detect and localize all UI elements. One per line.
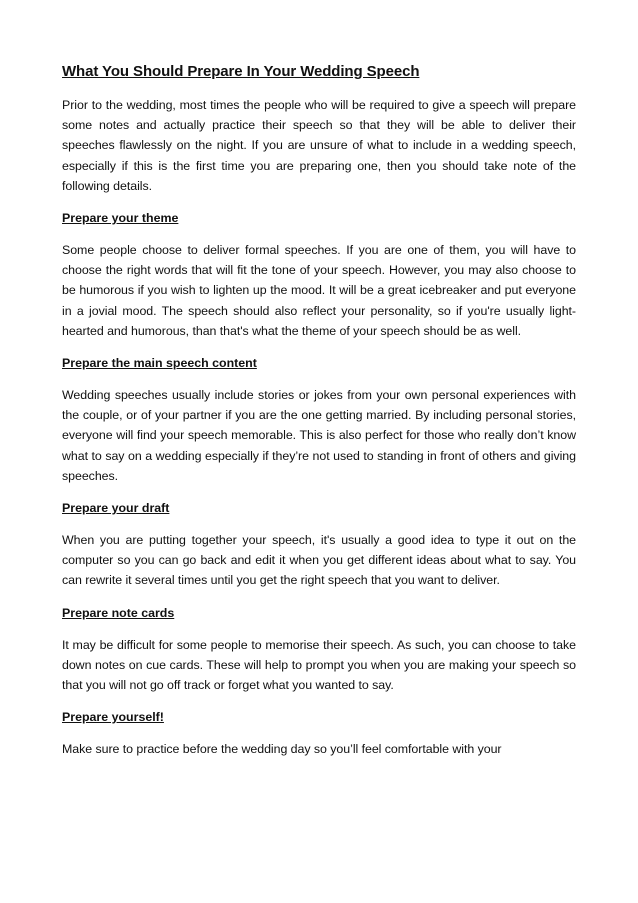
section-body-note-cards: It may be difficult for some people to memorise their speech. As such, you can choose to take down notes on cue cards. These will help to prompt you when you are making your speech so that you will not go off track or forget what you wanted to say. [62,637,576,693]
section-heading-main-content: Prepare the main speech content [62,356,257,371]
section-body-theme: Some people choose to deliver formal speeches. If you are one of them, you will have to choose the right words that will fit the tone of your speech. However, you may also choose to be humorous if you wish to lighten up the mood. It will be a great icebreaker and put everyone in a jovial mood. The speech should also reflect your personality, so if you're usually light-hearted and humorous, than that's what the theme of your speech should be as well. [62,243,576,338]
section-heading-draft: Prepare your draft [62,501,170,516]
section-body-draft: When you are putting together your speech, it's usually a good idea to type it out on the computer so you can go back and edit it when you get different ideas about what to say. You can rewrite it several times until you get the right speech that you want to deliver. [62,533,576,588]
section-body-main-content: Wedding speeches usually include stories or jokes from your own personal experiences with the couple, or of your partner if you are the one getting married. By including personal stories, everyone will find your speech memorable. This is also perfect for those who really don’t know what to say on a wedding especially if they’re not used to standing in front of others and giving speeches. [62,388,576,483]
section-heading-yourself: Prepare yourself! [62,710,164,725]
page-title: What You Should Prepare In Your Wedding Speech [62,63,420,80]
section-body-yourself: Make sure to practice before the wedding day so you’ll feel comfortable with your [62,742,502,757]
section-heading-theme: Prepare your theme [62,211,179,226]
intro-paragraph: Prior to the wedding, most times the people who will be required to give a speech will prepare some notes and actually practice their speech so that they will be able to deliver their speeches flawlessly on the night. If you are unsure of what to include in a wedding speech, especially if this is the first time you are preparing one, then you should take note of the following details. [62,98,576,193]
document-page [62,62,576,771]
section-heading-note-cards: Prepare note cards [62,605,175,620]
